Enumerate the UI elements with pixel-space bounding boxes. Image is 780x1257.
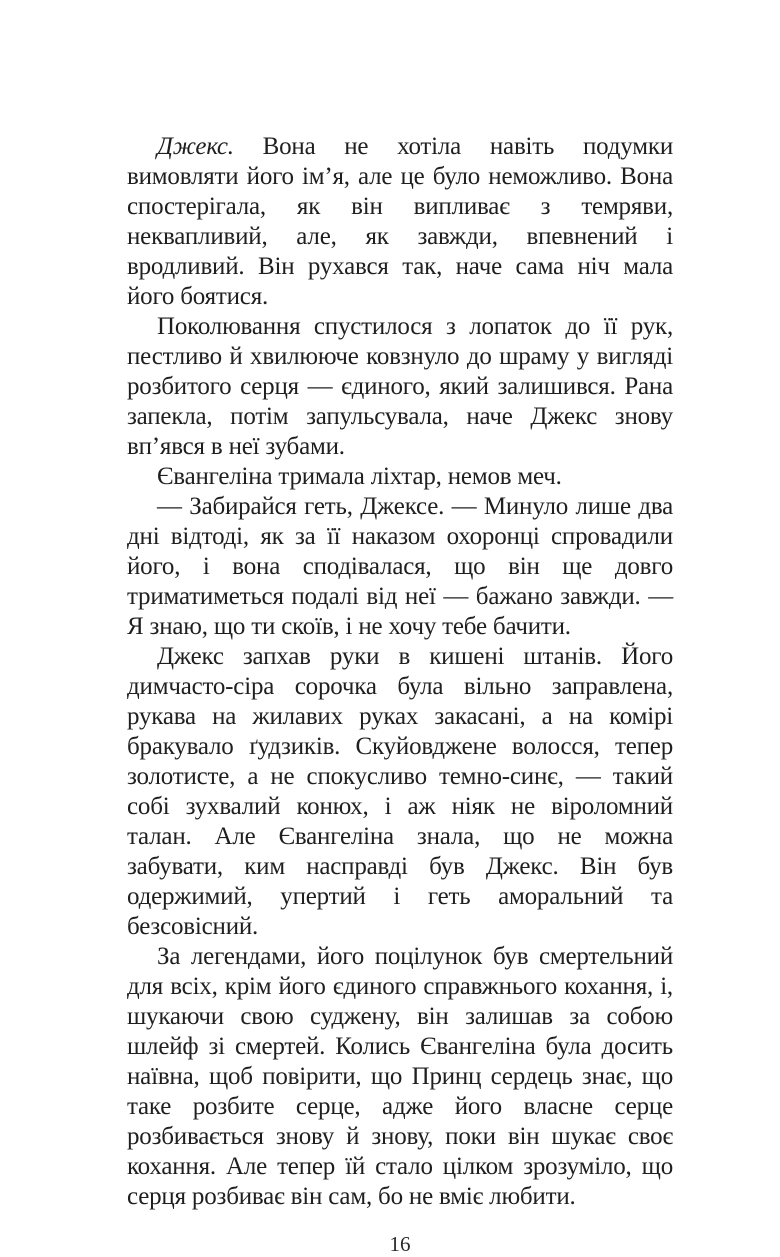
body-paragraph [127,132,673,312]
body-paragraph: Євангеліна тримала ліхтар, немов меч. [157,463,562,490]
body-paragraph: Джекс запхав руки в кишені штанів. Його димчасто-сіра сорочка була вільно заправлена, рукава на жилавих руках закасані, а на комірі бракувало ґудзиків. Скуйовджене волосся, тепер золотисте, а не спокусливо темно-синє, — такий собі зухвалий конюх, і аж ніяк не віроломний талан. Але Євангеліна знала, що не можна забувати, ким насправді був Джекс. Він був одержимий, упертий і геть аморальний та безсовісний. [127,643,673,940]
page-number: 16 [389,1232,411,1256]
paragraph-lead-italic: Джекс. [157,133,234,160]
body-paragraph: Поколювання спустилося з лопаток до її рук, пестливо й хвилююче ковзнуло до шраму у вигляді розбитого серця — єдиного, який залишився. Рана запекла, потім запульсувала, наче Джекс знову вп’явся в неї зубами. [127,313,673,460]
body-paragraph: — Забирайся геть, Джексе. — Минуло лише два дні відтоді, як за її наказом охоронці спровадили його, і вона сподівалася, що він ще довго триматиметься подалі від неї — бажано завжди. — Я знаю, що ти скоїв, і не хочу тебе бачити. [127,493,673,640]
paragraph-text: Вона не хотіла навіть подумки вимовляти його ім’я, але це було неможливо. Вона спостерігала, як він випливає з темряви, неквапливий, але, як завжди, впевнений і вродливий. Він рухався так, наче сама ніч мала його боятися. [127,133,673,310]
text-block [127,132,673,1212]
body-paragraph: За легендами, його поцілунок був смертельний для всіх, крім його єдиного справжнього кохання, і, шукаючи свою суджену, він залишав за собою шлейф зі смертей. Колись Євангеліна була досить наївна, щоб повірити, що Принц сердець знає, що таке розбите серце, адже його власне серце розбивається знову й знову, поки він шукає своє кохання. Але тепер їй стало цілком зрозуміло, що серця розбиває він сам, бо не вміє любити. [127,943,673,1210]
